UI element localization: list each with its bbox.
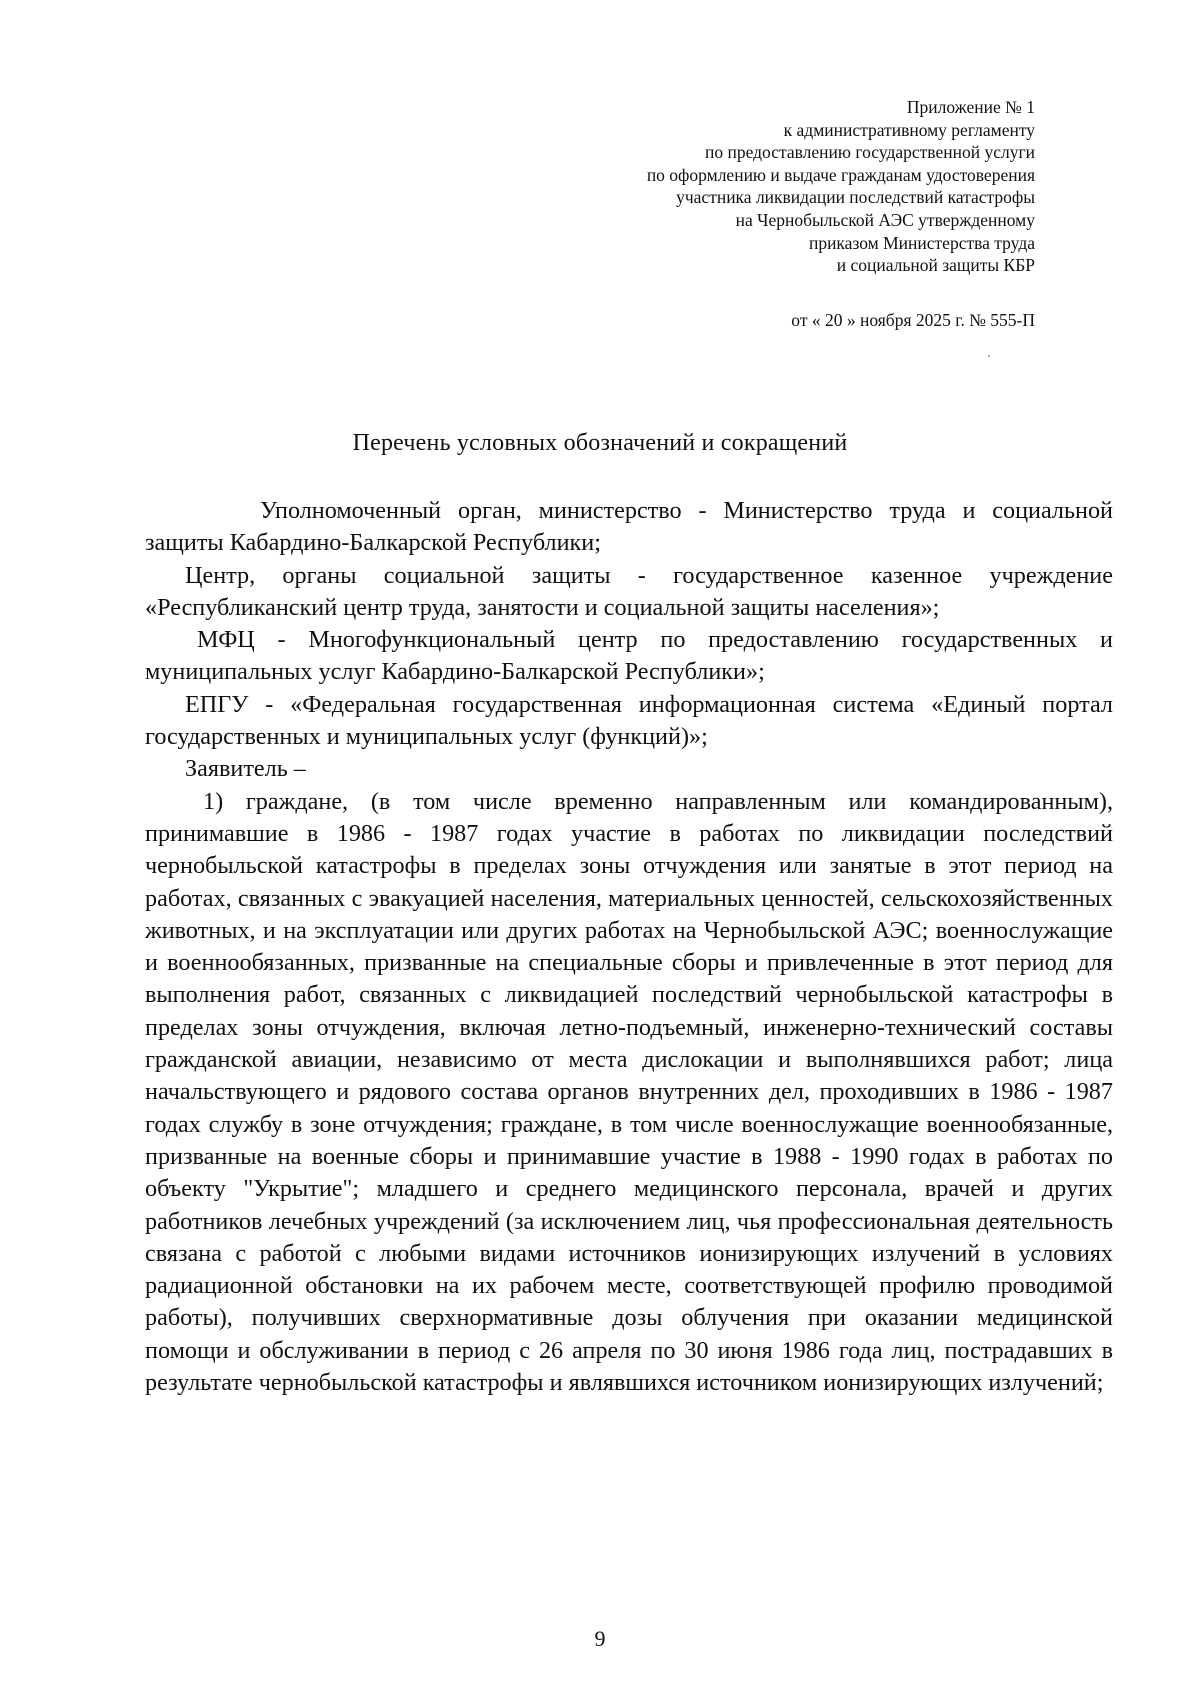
document-body: [145, 495, 1113, 1399]
scan-speck: [988, 355, 990, 357]
appendix-line: по предоставлению государственной услуги: [705, 142, 1035, 163]
page-title: Перечень условных обозначений и сокращений: [352, 430, 848, 456]
appendix-header: [475, 96, 1035, 277]
appendix-line: по оформлению и выдаче гражданам удостоверения: [646, 164, 1035, 185]
page-number: 9: [594, 1626, 606, 1651]
approval-date-line: от « 20 » ноября 2025 г. № 555-П: [791, 310, 1035, 330]
paragraph-applicant-item-1: 1) граждане, (в том числе временно направленным или командированным), принимавшие в 1986 - 1987 годах участие в работах по ликвидации последствий чернобыльской катастрофы в пределах зоны отчуждения или занятые в этот период на работах, связанных с эвакуацией населения, материальных ценностей, сельскохозяйственных животных, и на эксплуатации или других работах на Чернобыльской АЭС; военнослужащие и военнообязанных, призванные на специальные сборы и привлеченные в этот период для выполнения работ, связанных с ликвидацией последствий чернобыльской катастрофы в пределах зоны отчуждения, включая летно-подъемный, инженерно-технический составы гражданской авиации, независимо от места дислокации и выполнявшихся работ; лица начальствующего и рядового состава органов внутренних дел, проходивших в 1986 - 1987 годах службу в зоне отчуждения; граждане, в том числе военнослужащие военнообязанные, призванные на военные сборы и принимавшие участие в 1988 - 1990 годах в работах по объекту "Укрытие"; младшего и среднего медицинского персонала, врачей и других работников лечебных учреждений (за исключением лиц, чья профессиональная деятельность связана с работой с любыми видами источников ионизирующих излучений в условиях радиационной обстановки на их рабочем месте, соответствующей профилю проводимой работы), получивших сверхнормативные дозы облучения при оказании медицинской помощи и обслуживании в период с 26 апреля по 30 июня 1986 года лиц, пострадавших в результате чернобыльской катастрофы и являвшихся источником ионизирующих излучений;: [145, 787, 1113, 1397]
paragraph-mfc: МФЦ - Многофункциональный центр по предоставлению государственных и муниципальных услуг Кабардино-Балкарской Республики»;: [145, 626, 1113, 686]
appendix-line: к административному регламенту: [783, 119, 1035, 140]
paragraph-epgu: ЕПГУ - «Федеральная государственная информационная система «Единый портал государственных и муниципальных услуг (функций)»;: [145, 690, 1113, 751]
appendix-line: на Чернобыльской АЭС утвержденному: [735, 209, 1035, 230]
appendix-line: Приложение № 1: [906, 97, 1035, 117]
appendix-line: участника ликвидации последствий катастрофы: [676, 187, 1035, 208]
paragraph-applicant-heading: Заявитель –: [185, 755, 306, 783]
appendix-line: и социальной защиты КБР: [836, 255, 1035, 276]
appendix-line: приказом Министерства труда: [808, 232, 1035, 253]
paragraph-center: Центр, органы социальной защиты - государственное казенное учреждение «Республиканский центр труда, занятости и социальной защиты населения»;: [145, 561, 1113, 621]
paragraph-authority: Уполномоченный орган, министерство - Министерство труда и социальной защиты Кабардино-Балкарской Республики;: [145, 497, 1113, 557]
